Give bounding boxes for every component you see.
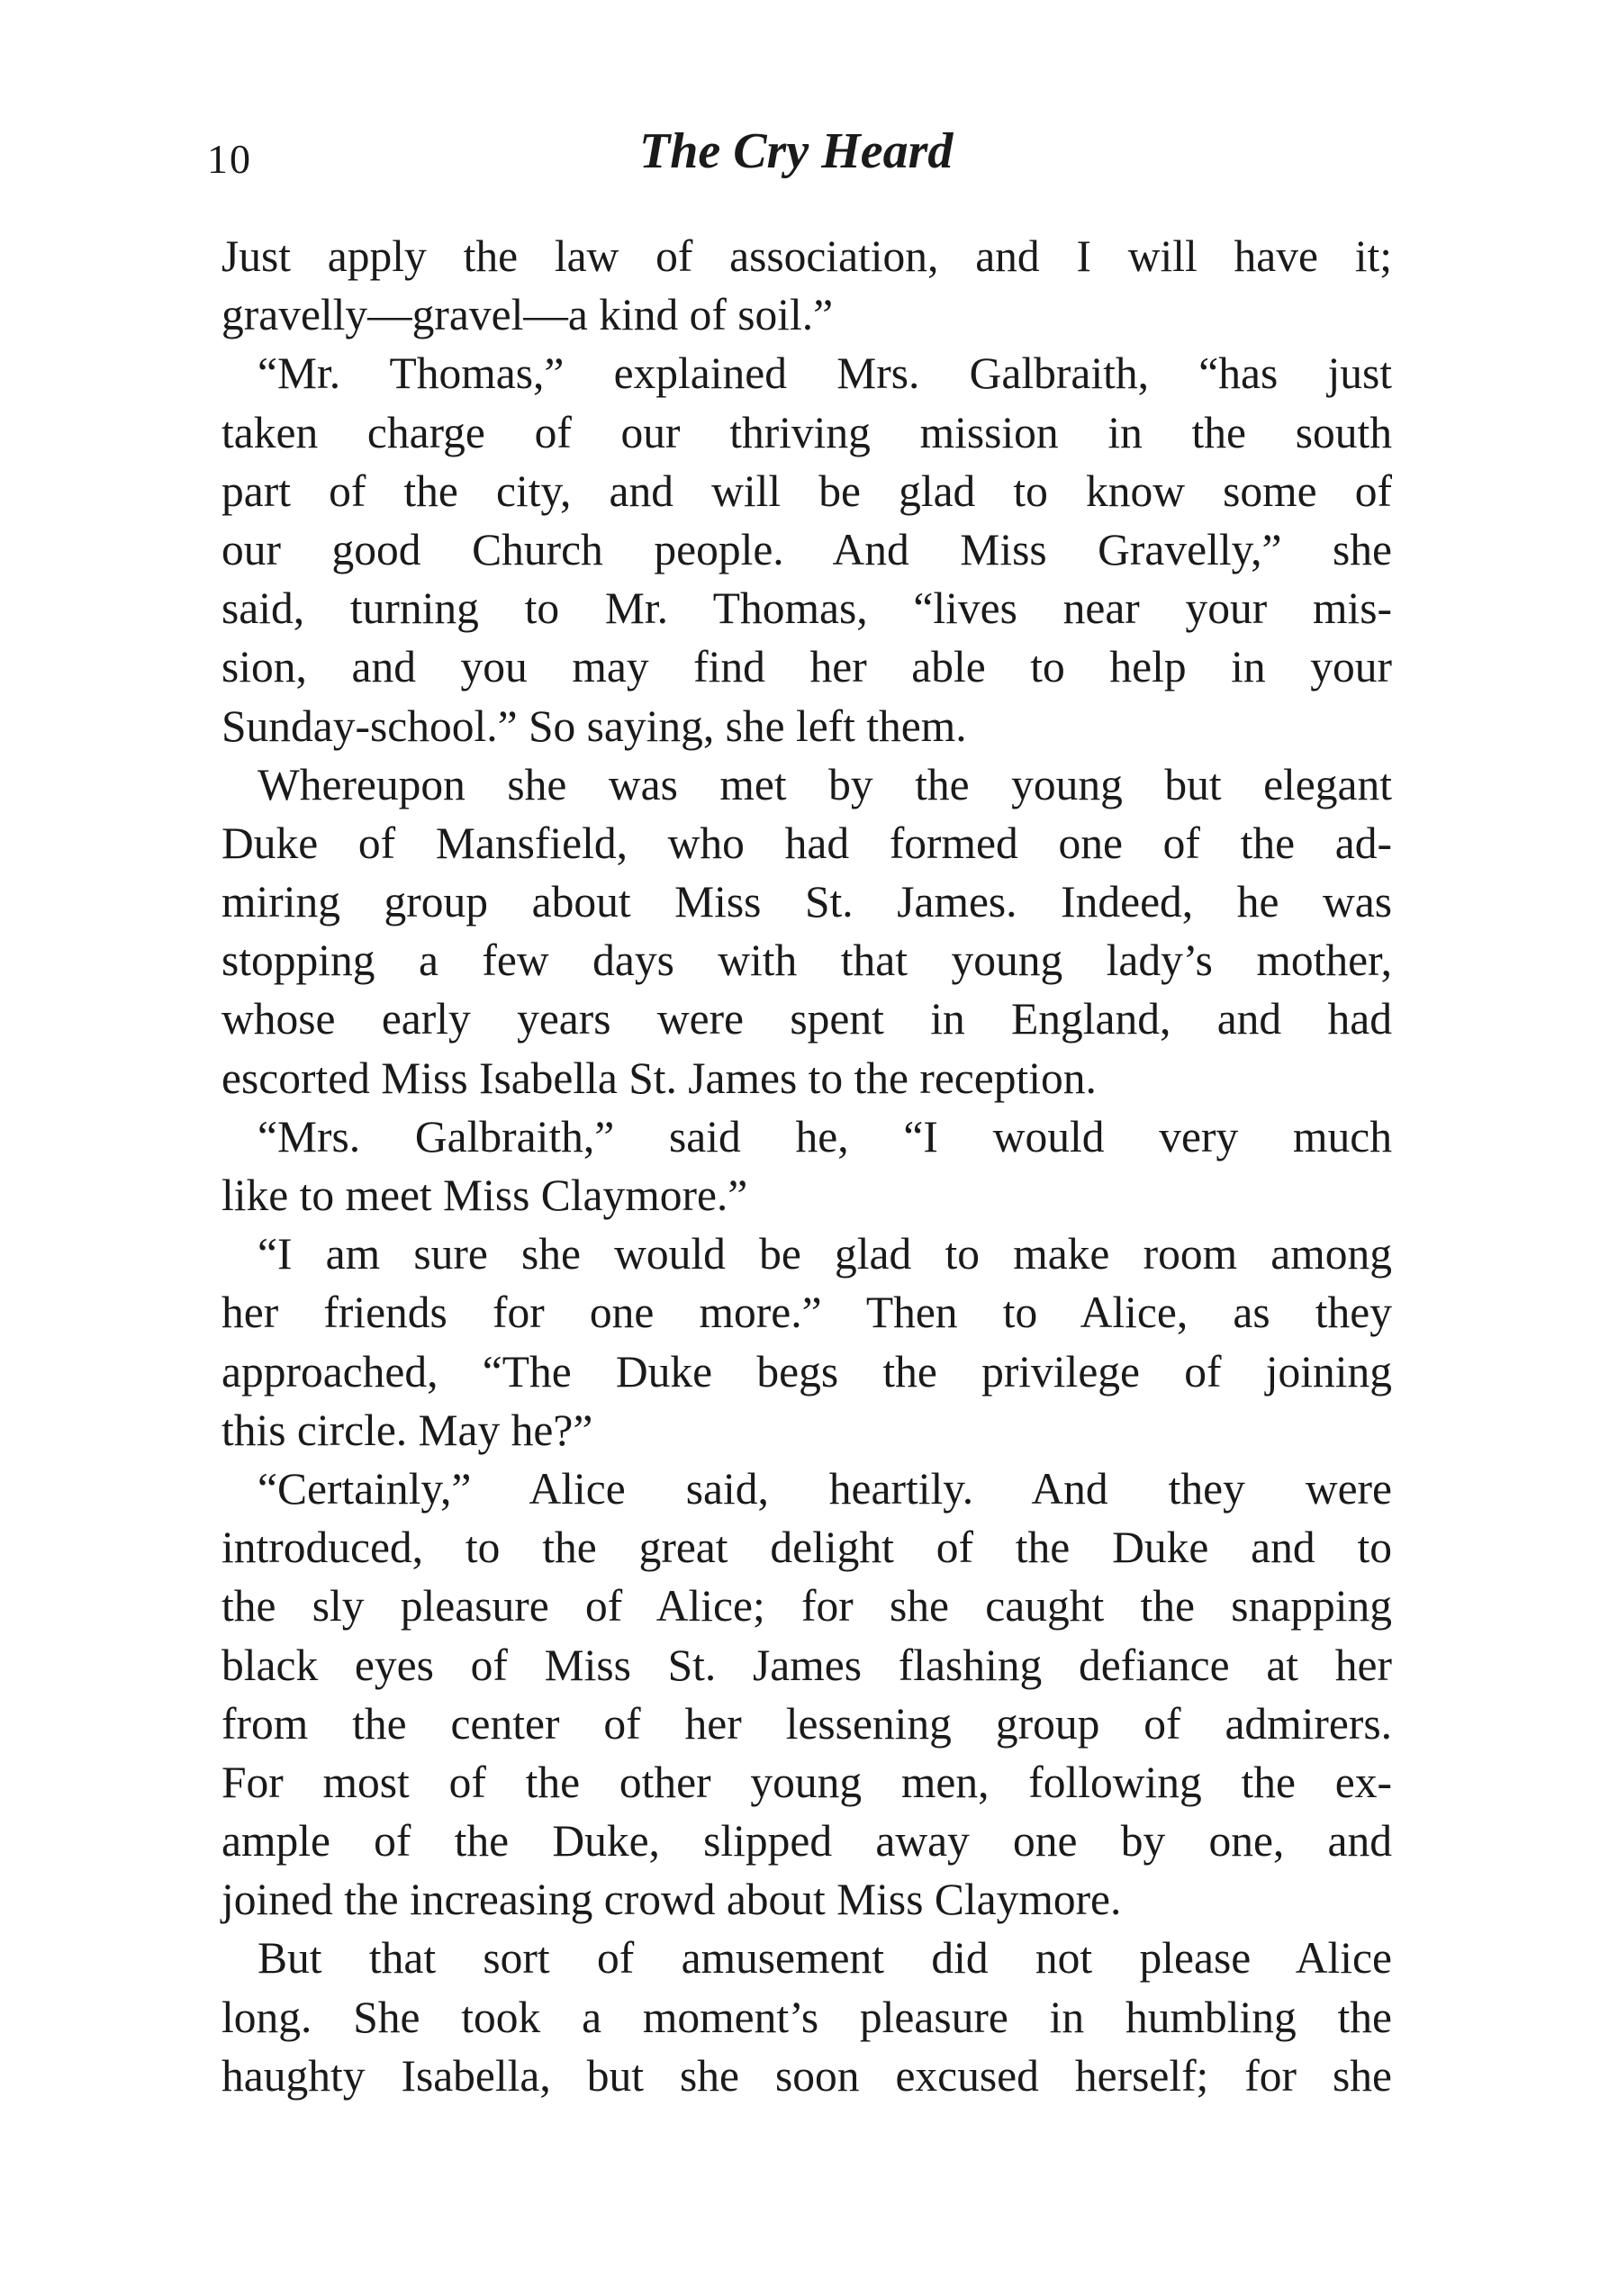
text-line: But that sort of amusement did not please Alice [258,1933,1392,1984]
text-line: approached, “The Duke begs the privilege of joining [221,1346,1392,1397]
text-line: “Mrs. Galbraith,” said he, “I would very much [258,1111,1392,1162]
text-line: “I am sure she would be glad to make room among [258,1229,1392,1279]
text-line: “Certainly,” Alice said, heartily. And they were [258,1463,1392,1514]
page-number: 10 [207,136,252,182]
text-line: gravelly—gravel—a kind of soil.” [221,290,834,340]
text-line: whose early years were spent in England, and had [221,994,1392,1044]
text-line: Duke of Mansfield, who had formed one of the ad- [221,818,1392,868]
text-line: haughty Isabella, but she soon excused herself; for she [221,2050,1392,2101]
text-line: said, turning to Mr. Thomas, “lives near your mis- [221,583,1392,634]
text-line: Just apply the law of association, and I will have it; [221,231,1392,281]
text-line: the sly pleasure of Alice; for she caught the snapping [221,1581,1392,1632]
text-line: her friends for one more.” Then to Alice, as they [221,1288,1392,1338]
text-line: ample of the Duke, slipped away one by one, and [221,1816,1392,1867]
text-line: escorted Miss Isabella St. James to the reception. [221,1053,1097,1103]
text-line: joined the increasing crowd about Miss Claymore. [221,1875,1122,1925]
text-line: Sunday-school.” So saying, she left them. [221,701,967,751]
text-line: part of the city, and will be glad to know some of [221,466,1392,516]
body-text [221,227,1392,2105]
text-line: like to meet Miss Claymore.” [221,1171,748,1220]
text-line: taken charge of our thriving mission in the south [221,407,1392,457]
text-line: black eyes of Miss St. James flashing defiance at her [221,1640,1392,1690]
text-line: Whereupon she was met by the young but elegant [258,759,1392,809]
text-line: our good Church people. And Miss Gravelly,” she [221,524,1392,574]
text-line: miring group about Miss St. James. Indeed, he was [221,877,1392,927]
text-line: long. She took a moment’s pleasure in humbling the [221,1992,1392,2042]
text-line: introduced, to the great delight of the Duke and to [221,1523,1392,1573]
page-header [207,115,1378,187]
text-line: For most of the other young men, following the ex- [221,1757,1392,1807]
text-line: “Mr. Thomas,” explained Mrs. Galbraith, “has just [258,348,1392,399]
text-line: stopping a few days with that young lady’s mother, [221,936,1392,986]
text-line: from the center of her lessening group of admirers. [221,1698,1392,1749]
text-line: sion, and you may find her able to help in your [221,642,1392,692]
text-line: this circle. May he?” [221,1405,593,1455]
running-head: The Cry Heard [639,123,954,179]
